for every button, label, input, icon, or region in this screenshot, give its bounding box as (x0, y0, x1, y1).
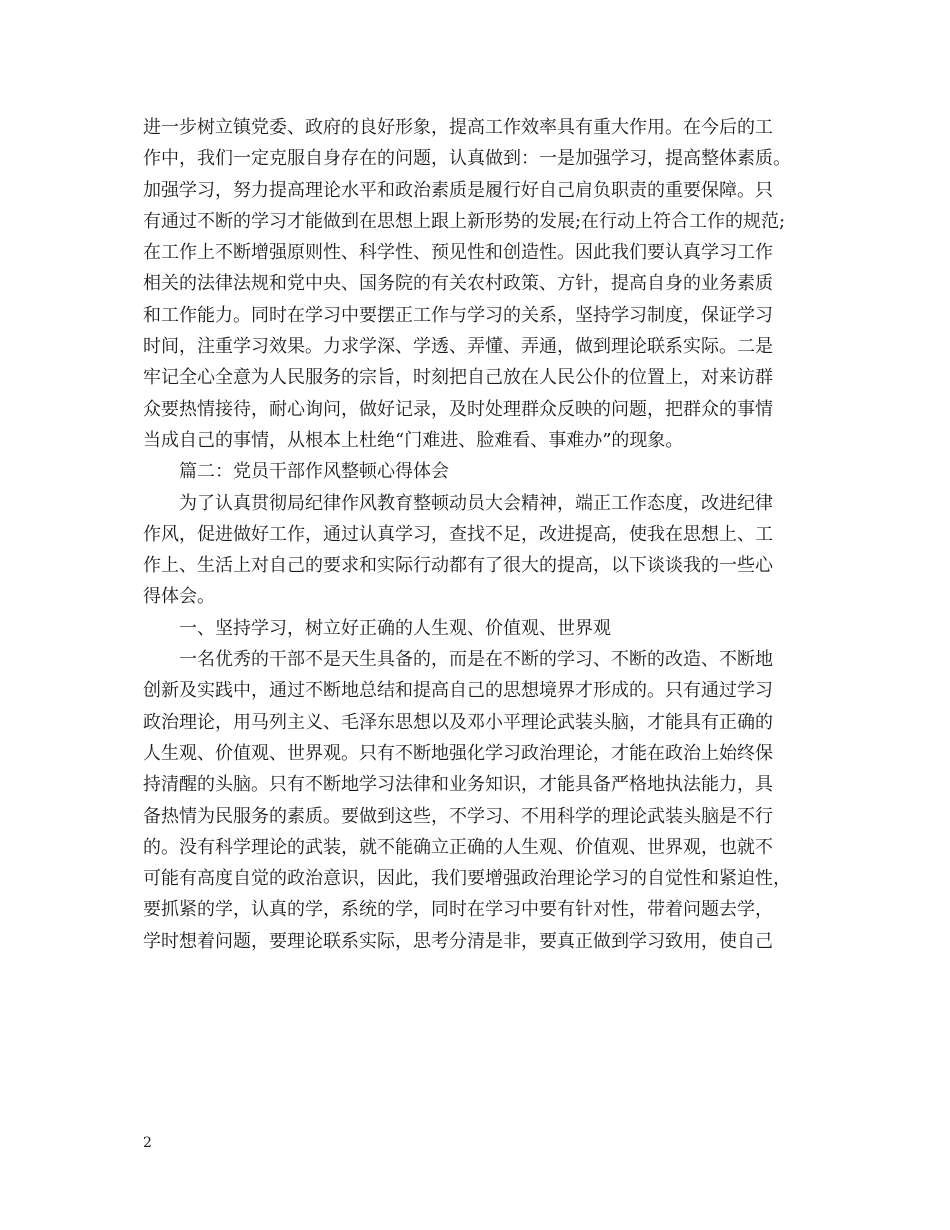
text-line: 作上、生活上对自己的要求和实际行动都有了很大的提高，以下谈谈我的一些心 (143, 555, 773, 577)
text-line: 当成自己的事情，从根本上杜绝“门难进、脸难看、事难办”的现象。 (143, 429, 684, 451)
text-line: 人生观、价值观、世界观。只有不断地强化学习政治理论，才能在政治上始终保 (143, 742, 773, 764)
body-text (143, 112, 823, 957)
text-line: 持清醒的头脑。只有不断地学习法律和业务知识，才能具备严格地执法能力，具 (143, 774, 773, 796)
text-line: 得体会。 (143, 586, 215, 608)
text-line: 作风，促进做好工作，通过认真学习，查找不足，改进提高，使我在思想上、工 (143, 523, 773, 545)
text-line: 有通过不断的学习才能做到在思想上跟上新形势的发展;在行动上符合工作的规范; (143, 210, 786, 232)
subsection-heading: 一、坚持学习，树立好正确的人生观、价值观、世界观 (179, 617, 611, 639)
text-line: 牢记全心全意为人民服务的宗旨，时刻把自己放在人民公仆的位置上，对来访群 (143, 367, 773, 389)
text-line: 进一步树立镇党委、政府的良好形象，提高工作效率具有重大作用。在今后的工 (143, 117, 773, 138)
text-line: 和工作能力。同时在学习中要摆正工作与学习的关系，坚持学习制度，保证学习 (143, 304, 773, 326)
text-line: 一名优秀的干部不是天生具备的，而是在不断的学习、不断的改造、不断地 (179, 649, 773, 671)
text-line: 政治理论，用马列主义、毛泽东思想以及邓小平理论武装头脑，才能具有正确的 (143, 711, 773, 733)
text-line: 备热情为民服务的素质。要做到这些，不学习、不用科学的理论武装头脑是不行 (143, 805, 773, 827)
text-line: 可能有高度自觉的政治意识，因此，我们要增强政治理论学习的自觉性和紧迫性， (143, 868, 791, 890)
text-line: 时间，注重学习效果。力求学深、学透、弄懂、弄通，做到理论联系实际。二是 (143, 336, 773, 358)
text-line: 作中，我们一定克服自身存在的问题，认真做到：一是加强学习，提高整体素质。 (143, 148, 791, 170)
text-line: 要抓紧的学，认真的学，系统的学，同时在学习中要有针对性，带着问题去学， (143, 899, 773, 921)
text-line: 学时想着问题，要理论联系实际，思考分清是非，要真正做到学习致用，使自己 (143, 930, 773, 952)
section-heading: 篇二：党员干部作风整顿心得体会 (179, 461, 449, 483)
text-line: 的。没有科学理论的武装，就不能确立正确的人生观、价值观、世界观，也就不 (143, 836, 773, 858)
text-line: 在工作上不断增强原则性、科学性、预见性和创造性。因此我们要认真学习工作 (143, 242, 773, 264)
text-line: 相关的法律法规和党中央、国务院的有关农村政策、方针，提高自身的业务素质 (143, 273, 773, 295)
text-line: 为了认真贯彻局纪律作风教育整顿动员大会精神，端正工作态度，改进纪律 (179, 492, 773, 514)
text-line: 加强学习，努力提高理论水平和政治素质是履行好自己肩负职责的重要保障。只 (143, 179, 773, 201)
text-line: 创新及实践中，通过不断地总结和提高自己的思想境界才形成的。只有通过学习 (143, 680, 773, 702)
page-number: 2 (143, 1135, 152, 1151)
text-line: 众要热情接待，耐心询问，做好记录，及时处理群众反映的问题，把群众的事情 (143, 398, 773, 420)
